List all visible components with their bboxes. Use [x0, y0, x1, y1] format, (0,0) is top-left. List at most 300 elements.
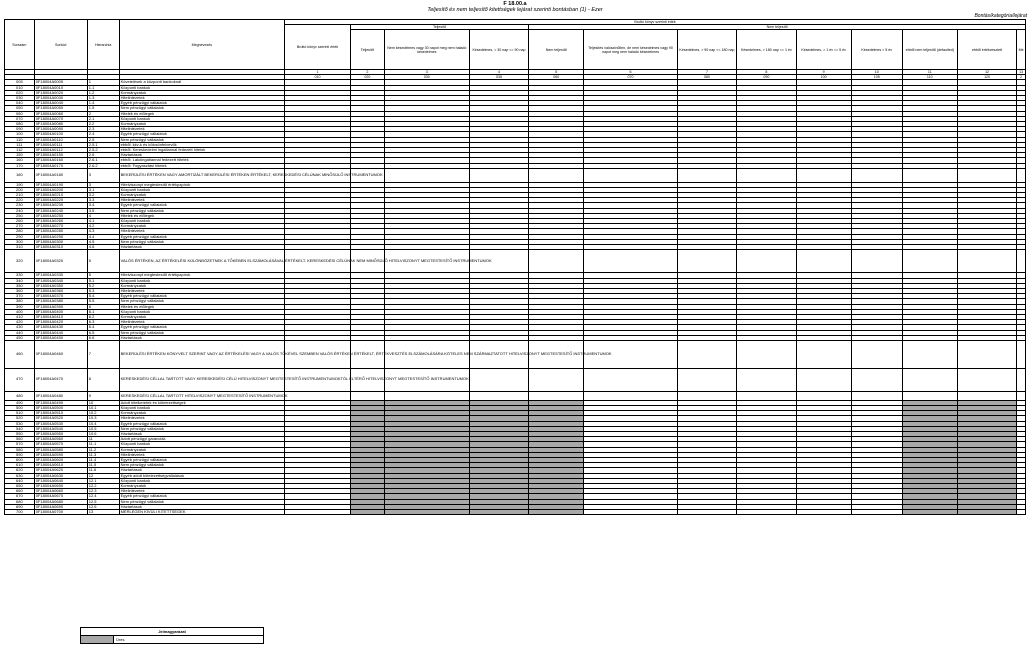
value-cell [384, 168, 469, 182]
value-cell [796, 250, 851, 273]
header-megnevezes: Megnevezés [119, 20, 285, 70]
value-cell [737, 168, 796, 182]
row-label: KERESKEDÉSI CÉLLAL TARTOTT HITELVISZONYT MEGTESTESÍTŐ INSTRUMENTUMOK [119, 391, 285, 400]
row-number: 210 [5, 193, 35, 198]
row-hierarchy: 10.6 [87, 431, 119, 436]
row-hierarchy: 2.3 [87, 127, 119, 132]
row-hierarchy: 5.2 [87, 283, 119, 288]
row-number: 450 [5, 335, 35, 340]
row-label: ebből: Kereskedelmi ingatlannal fedezett hitelek [119, 148, 285, 153]
value-cell [350, 509, 384, 514]
row-hierarchy: 1.1 [87, 85, 119, 90]
unit-label: Bontás/kategória/lejárat [974, 13, 1027, 19]
row-label: Kormányzatok [119, 283, 285, 288]
header-col-11: ebből nem teljesítő (defaulted) [902, 30, 957, 70]
value-cell [902, 340, 957, 368]
row-number: 240 [5, 208, 35, 213]
row-hierarchy: 6.4 [87, 325, 119, 330]
row-number: 410 [5, 314, 35, 319]
value-cell [384, 391, 469, 400]
value-cell [384, 509, 469, 514]
value-cell [529, 368, 584, 391]
legend-gray-label: Üres [114, 636, 264, 644]
row-hierarchy: 6.2 [87, 314, 119, 319]
row-number: 530 [5, 421, 35, 426]
row-number: 250 [5, 213, 35, 218]
row-number: 680 [5, 499, 35, 504]
row-number: 630 [5, 473, 35, 478]
column-code: 105 [851, 75, 902, 80]
row-number: 112 [5, 148, 35, 153]
header-col-6: Teljesítés valószínűtlen, de nem késedelmes vagy 90 napot meg nem haladó késedelmes [584, 30, 677, 70]
row-code: 0F18004A0600 [34, 457, 87, 462]
row-hierarchy: 12.3 [87, 489, 119, 494]
row-code: 0F18004A0650 [34, 483, 87, 488]
value-cell [796, 391, 851, 400]
column-number: 12 [957, 70, 1016, 75]
header-col-9: Késedelmes, > 1 év <= 5 év [796, 30, 851, 70]
row-number: 220 [5, 198, 35, 203]
value-cell [677, 391, 736, 400]
row-hierarchy: 2.6 [87, 153, 119, 158]
value-cell [851, 509, 902, 514]
row-hierarchy: 4.3 [87, 229, 119, 234]
row-code: 0F18004A0190 [34, 182, 87, 187]
column-code: 060 [529, 75, 584, 80]
row-code: 0F18004A0570 [34, 442, 87, 447]
row-code: 0F18004A0160 [34, 158, 87, 163]
row-label: Központi bankok [119, 478, 285, 483]
row-code: 0F18004A0530 [34, 421, 87, 426]
value-cell [529, 168, 584, 182]
row-code: 0F18004A0060 [34, 111, 87, 116]
row-code: 0F18004A0020 [34, 90, 87, 95]
row-code: 0F18004A0700 [34, 509, 87, 514]
row-code: 0F18004A0150 [34, 153, 87, 158]
row-label: Hitelintézetek [119, 320, 285, 325]
column-code: 020 [350, 75, 384, 80]
row-label: Központi bankok [119, 442, 285, 447]
row-number: 620 [5, 468, 35, 473]
row-label: ebből: Fogyasztási hitelek [119, 163, 285, 168]
row-number: 640 [5, 478, 35, 483]
row-number: 330 [5, 273, 35, 278]
row-number: 370 [5, 294, 35, 299]
value-cell [677, 509, 736, 514]
row-label: Egyéb pénzügyi vállalatok [119, 203, 285, 208]
value-cell [529, 391, 584, 400]
value-cell [902, 509, 957, 514]
row-label: Hitelintézetek [119, 96, 285, 101]
row-code: 0F18004A0300 [34, 239, 87, 244]
row-number: 550 [5, 431, 35, 436]
row-code: 0F18004A0460 [34, 340, 87, 368]
row-number: 060 [5, 111, 35, 116]
row-number: 520 [5, 416, 35, 421]
value-cell [902, 368, 957, 391]
row-number: 540 [5, 426, 35, 431]
row-hierarchy: 1.2 [87, 90, 119, 95]
row-label: Egyéb pénzügyi vállalatok [119, 494, 285, 499]
row-label: Kormányzatok [119, 90, 285, 95]
row-code: 0F18004A0250 [34, 213, 87, 218]
row-code: 0F18004A0400 [34, 309, 87, 314]
column-code: 2 [1017, 75, 1026, 80]
row-number: 300 [5, 239, 35, 244]
row-number: 090 [5, 127, 35, 132]
row-number: 400 [5, 309, 35, 314]
row-hierarchy: 5 [87, 250, 119, 273]
column-code: 070 [584, 75, 677, 80]
row-label: Hitelintézetek [119, 127, 285, 132]
row-label: Központi bankok [119, 278, 285, 283]
report-subtitle: Teljesítő és nem teljesítő kitettségek lejárat szerinti bontásban (1) - Ezer [427, 7, 603, 13]
row-number: 160 [5, 158, 35, 163]
row-hierarchy: 5.4 [87, 294, 119, 299]
row-label: Egyéb pénzügyi vállalatok [119, 101, 285, 106]
row-hierarchy: 2.6.2 [87, 163, 119, 168]
row-code: 0F18004A0420 [34, 320, 87, 325]
header-col-10: Késedelmes > 5 év [851, 30, 902, 70]
row-code: 0F18004A0350 [34, 283, 87, 288]
row-label: Hitelintézetek [119, 288, 285, 293]
header-sorkod: Sorkód [34, 20, 87, 70]
row-label: Központi bankok [119, 187, 285, 192]
value-cell [851, 340, 902, 368]
row-code: 0F18004A0200 [34, 187, 87, 192]
row-number: 660 [5, 489, 35, 494]
row-label: Hitelviszonyt megtestesítő értékpapírok [119, 182, 285, 187]
row-label: Nem pénzügyi vállalatok [119, 330, 285, 335]
row-number: 111 [5, 142, 35, 147]
value-cell [529, 250, 584, 273]
header-nonperforming: Nem teljesítő [529, 25, 1026, 30]
row-hierarchy: 11.6 [87, 468, 119, 473]
row-number: 570 [5, 442, 35, 447]
row-label: Egyéb pénzügyi vállalatok [119, 234, 285, 239]
row-label: ebből: kkv-k és kölcsönfelvevők [119, 142, 285, 147]
value-cell [796, 340, 851, 368]
row-label: Háztartások [119, 504, 285, 509]
table-row [5, 250, 1026, 273]
row-number: 270 [5, 224, 35, 229]
row-label: Nem pénzügyi vállalatok [119, 208, 285, 213]
row-label: Hitelintézetek [119, 229, 285, 234]
row-number: 600 [5, 457, 35, 462]
row-code: 0F18004A0260 [34, 219, 87, 224]
row-number: 030 [5, 96, 35, 101]
value-cell [469, 368, 528, 391]
value-cell [902, 391, 957, 400]
row-hierarchy: 6.6 [87, 335, 119, 340]
row-label: VALÓS ÉRTÉKEN, AZ ÉRTÉKELÉSI KÜLÖNBÖZETNEK A TŐKÉBEN ELSZÁMOLÁSÁVAL ÉRTÉKELT, KERESKEDÉSI CÉLÚNAK NEM MINŐSÜLŐ HITELVISZONYT MEGTESTESÍTŐ INSTRUMENTUMOK [119, 250, 285, 273]
header-col-5: Nem teljesítő [529, 30, 584, 70]
row-hierarchy: 4.4 [87, 234, 119, 239]
header-col-13: Mé [1017, 30, 1026, 70]
row-label: Nem pénzügyi vállalatok [119, 426, 285, 431]
row-label: Hitelintézetek [119, 452, 285, 457]
row-number: 340 [5, 278, 35, 283]
value-cell [677, 340, 736, 368]
row-hierarchy: 12 [87, 473, 119, 478]
row-code: 0F18004A0280 [34, 229, 87, 234]
row-hierarchy: 6 [87, 304, 119, 309]
row-code: 0F18004A0110 [34, 137, 87, 142]
row-hierarchy: 3 [87, 182, 119, 187]
row-code: 0F18004A0040 [34, 101, 87, 106]
row-hierarchy: 10.4 [87, 421, 119, 426]
row-hierarchy: 4.1 [87, 219, 119, 224]
table-row [5, 340, 1026, 368]
row-hierarchy: 6.1 [87, 309, 119, 314]
row-hierarchy: 10.2 [87, 411, 119, 416]
row-code: 0F18004A0340 [34, 278, 87, 283]
row-code: 0F18004A0290 [34, 234, 87, 239]
value-cell [796, 368, 851, 391]
row-code: 0F18004A0030 [34, 96, 87, 101]
row-number: 310 [5, 245, 35, 250]
row-hierarchy: 8 [87, 368, 119, 391]
row-label: Háztartások [119, 335, 285, 340]
row-number: 430 [5, 325, 35, 330]
legend-title: Jelmagyarázat [81, 628, 264, 636]
value-cell [851, 168, 902, 182]
row-hierarchy: 12.6 [87, 504, 119, 509]
row-code: 0F18004A0370 [34, 294, 87, 299]
column-number: 6 [584, 70, 677, 75]
row-code: 0F18004A0640 [34, 478, 87, 483]
column-number: 1 [285, 70, 351, 75]
row-hierarchy: 12.4 [87, 494, 119, 499]
row-hierarchy: 1.3 [87, 96, 119, 101]
row-code: 0F18004A0360 [34, 288, 87, 293]
value-cell [737, 391, 796, 400]
value-cell [350, 391, 384, 400]
row-code: 0F18004A0540 [34, 426, 87, 431]
row-code: 0F18004A0630 [34, 473, 87, 478]
row-label: Hitelintézetek [119, 489, 285, 494]
value-cell [677, 250, 736, 273]
row-code: 0F18004A0500 [34, 405, 87, 410]
value-cell [584, 368, 677, 391]
value-cell [677, 368, 736, 391]
row-hierarchy: 10.1 [87, 405, 119, 410]
row-number: 190 [5, 182, 35, 187]
row-hierarchy: 4.2 [87, 224, 119, 229]
row-hierarchy: 3.4 [87, 203, 119, 208]
value-cell [957, 168, 1016, 182]
row-number: 560 [5, 437, 35, 442]
row-hierarchy: 12.5 [87, 499, 119, 504]
row-hierarchy: 1 [87, 80, 119, 85]
row-number: 700 [5, 509, 35, 514]
value-cell [584, 509, 677, 514]
row-label: Egyéb adott kötelezettségvállalások [119, 473, 285, 478]
row-hierarchy: 1.4 [87, 101, 119, 106]
row-number: 480 [5, 391, 35, 400]
row-label: Nem pénzügyi vállalatok [119, 463, 285, 468]
row-number: 080 [5, 122, 35, 127]
value-cell [1017, 250, 1026, 273]
value-cell [285, 391, 351, 400]
column-code: 035 [469, 75, 528, 80]
value-cell [737, 340, 796, 368]
row-hierarchy: 3.2 [87, 193, 119, 198]
row-code: 0F18004A0180 [34, 168, 87, 182]
row-code: 0F18004A0230 [34, 203, 87, 208]
row-label: Egyéb pénzügyi vállalatok [119, 132, 285, 137]
column-number: 5 [529, 70, 584, 75]
row-label: Hitelek és előlegek [119, 304, 285, 309]
row-hierarchy: 11.2 [87, 447, 119, 452]
row-code: 0F18004A0550 [34, 431, 87, 436]
value-cell [796, 168, 851, 182]
column-number: 8 [737, 70, 796, 75]
header-col-1: Bruttó könyv szerinti érték [285, 25, 351, 70]
column-number: 3 [384, 70, 469, 75]
value-cell [737, 250, 796, 273]
column-code: 100 [796, 75, 851, 80]
row-code: 0F18004A0010 [34, 85, 87, 90]
row-number: 010 [5, 85, 35, 90]
row-hierarchy: 1.5 [87, 106, 119, 111]
value-cell [529, 509, 584, 514]
row-label: Egyéb pénzügyi vállalatok [119, 294, 285, 299]
header-col-2: Teljesítő [350, 30, 384, 70]
row-code: 0F18004A0080 [34, 122, 87, 127]
value-cell [957, 509, 1016, 514]
row-code: 0F18004A0450 [34, 335, 87, 340]
row-code: 0F18004A0100 [34, 132, 87, 137]
row-code: 0F18004A0410 [34, 314, 87, 319]
row-number: 610 [5, 463, 35, 468]
row-number: 110 [5, 137, 35, 142]
row-label: Egyéb pénzügyi vállalatok [119, 457, 285, 462]
row-label: Egyéb pénzügyi vállalatok [119, 421, 285, 426]
row-code: 0F18004A0670 [34, 494, 87, 499]
row-label: Központi bankok [119, 309, 285, 314]
row-code: 0F18004A0520 [34, 416, 87, 421]
row-code: 0F18004A0590 [34, 452, 87, 457]
row-label: Adott hitelkeretek és kötelezettségek [119, 400, 285, 405]
value-cell [902, 250, 957, 273]
row-code: 0F18004A0660 [34, 489, 87, 494]
row-code: 0F18004A0480 [34, 391, 87, 400]
row-label: Kormányzatok [119, 483, 285, 488]
row-number: 460 [5, 340, 35, 368]
row-label: Kormányzatok [119, 411, 285, 416]
value-cell [677, 168, 736, 182]
row-number: 500 [5, 405, 35, 410]
row-code: 0F18004A0220 [34, 198, 87, 203]
row-label: Központi bankok [119, 405, 285, 410]
row-label: Követelések a központi bankoknál [119, 80, 285, 85]
value-cell [584, 391, 677, 400]
row-hierarchy: 5 [87, 273, 119, 278]
row-code: 0F18004A0560 [34, 437, 87, 442]
row-label: Nem pénzügyi vállalatok [119, 137, 285, 142]
value-cell [584, 250, 677, 273]
row-label: Kormányzatok [119, 314, 285, 319]
column-code: 090 [737, 75, 796, 80]
column-number: 4 [469, 70, 528, 75]
row-number: 420 [5, 320, 35, 325]
row-hierarchy: 2.4 [87, 132, 119, 137]
row-code: 0F18004A0510 [34, 411, 87, 416]
row-label: Nem pénzügyi vállalatok [119, 239, 285, 244]
row-number: 050 [5, 106, 35, 111]
value-cell [1017, 340, 1026, 368]
row-hierarchy: 6.5 [87, 330, 119, 335]
row-hierarchy: 10 [87, 400, 119, 405]
value-cell [285, 509, 351, 514]
row-hierarchy: 4.5 [87, 239, 119, 244]
table-row [5, 368, 1026, 391]
row-label: MÉRLEGEN KÍVÜLI KITETTSÉGEK [119, 509, 285, 514]
header-col-3: Nem késedelmes vagy 30 napot meg nem haladó késedelmes [384, 30, 469, 70]
header-col-12: ebből értékvesztett [957, 30, 1016, 70]
row-label: Hitelek és előlegek [119, 111, 285, 116]
row-label: Kormányzatok [119, 122, 285, 127]
column-code: 120 [957, 75, 1016, 80]
header-sorszam: Sorszám [5, 20, 35, 70]
row-number: 230 [5, 203, 35, 208]
row-label: Háztartások [119, 245, 285, 250]
row-number: 690 [5, 504, 35, 509]
row-code: 0F18004A0330 [34, 273, 87, 278]
row-label: Háztartások [119, 468, 285, 473]
row-number: 150 [5, 153, 35, 158]
header-col-7: Késedelmes, > 90 nap <= 180 nap [677, 30, 736, 70]
row-label: Kormányzatok [119, 447, 285, 452]
row-label: ebből: Lakóingatlannal fedezett hitelek [119, 158, 285, 163]
row-label: Kormányzatok [119, 193, 285, 198]
row-hierarchy: 2.5 [87, 137, 119, 142]
row-code: 0F18004A0050 [34, 106, 87, 111]
row-hierarchy: 5.1 [87, 278, 119, 283]
column-number: 11 [902, 70, 957, 75]
row-number: 470 [5, 368, 35, 391]
value-cell [957, 391, 1016, 400]
row-number: 670 [5, 494, 35, 499]
row-number: 650 [5, 483, 35, 488]
row-code: 0F18004A0090 [34, 127, 87, 132]
row-code: 0F18004A0270 [34, 224, 87, 229]
header-performing: Teljesítő [350, 25, 528, 30]
value-cell [737, 368, 796, 391]
row-number: 350 [5, 283, 35, 288]
row-number: 180 [5, 168, 35, 182]
report-table [4, 19, 1026, 515]
row-code: 0F18004A0390 [34, 304, 87, 309]
row-label: Központi bankok [119, 85, 285, 90]
row-number: 040 [5, 101, 35, 106]
value-cell [1017, 168, 1026, 182]
column-number: 9 [796, 70, 851, 75]
legend-gray-swatch [81, 636, 114, 644]
row-number: 170 [5, 163, 35, 168]
value-cell [851, 391, 902, 400]
row-hierarchy: 10.5 [87, 426, 119, 431]
value-cell [1017, 509, 1026, 514]
column-number: 10 [851, 70, 902, 75]
row-label: Hitelintézetek [119, 416, 285, 421]
column-code: 010 [285, 75, 351, 80]
value-cell [957, 250, 1016, 273]
row-hierarchy: 2.1 [87, 116, 119, 121]
row-hierarchy: 2.6.1 [87, 158, 119, 163]
row-code: 0F18004A0620 [34, 468, 87, 473]
